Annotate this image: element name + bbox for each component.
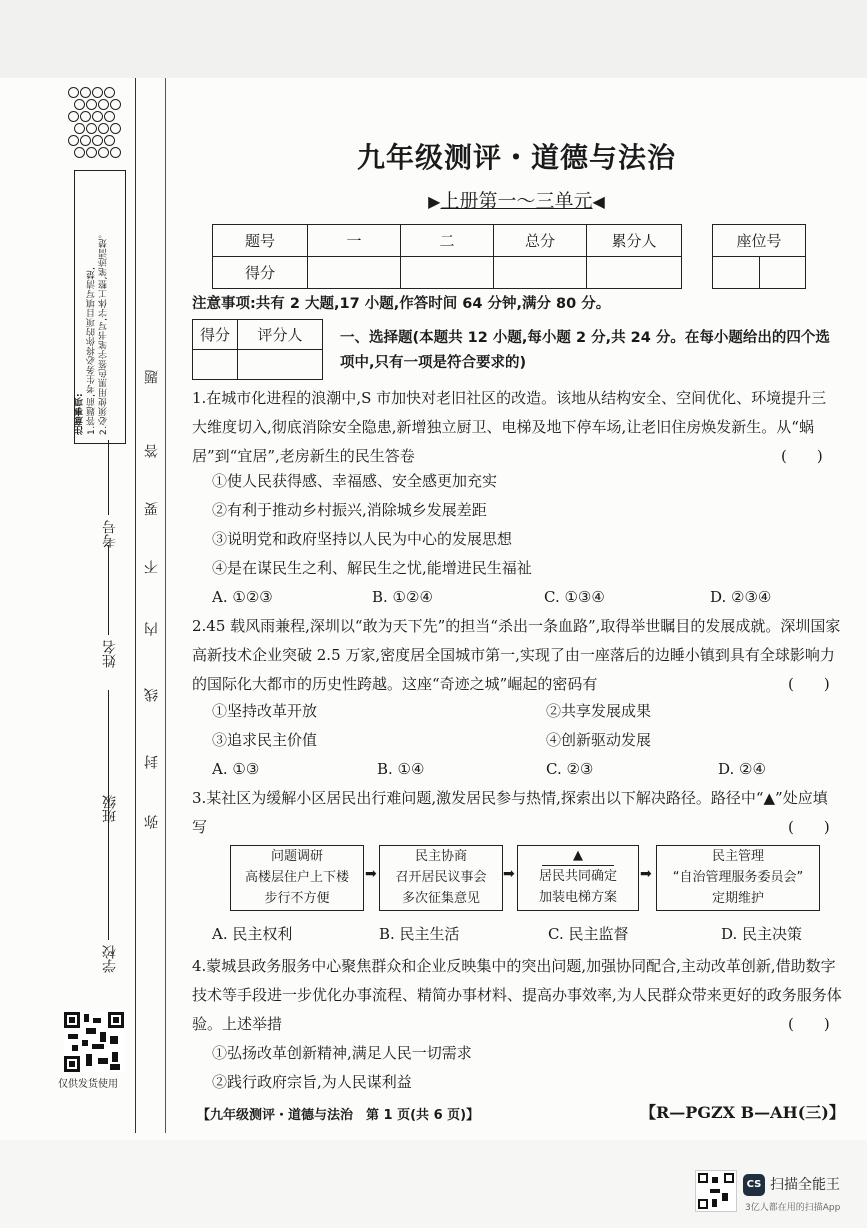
q2-option-4: ④创新驱动发展 [546,731,652,749]
flow-step-1 [230,845,364,911]
seal-char: 封 [144,755,160,769]
flow-step-4 [656,845,820,911]
q4-option-2: ②践行政府宗旨,为人民谋利益 [212,1073,412,1091]
flow-step-line: 居民共同确定 [538,869,617,884]
seal-char: 要 [144,502,160,516]
grader-table [192,319,323,380]
flow-step-head: 问题调研 [270,849,323,864]
seal-char: 线 [144,688,160,702]
seat-label: 座位号 [713,225,806,257]
score-table-header: 累分人 [587,225,682,257]
seat-cell[interactable] [759,257,806,289]
flow-step-line: 多次征集意见 [401,891,480,906]
grader-score-label: 得分 [193,320,238,350]
flow-step-head: 民主协商 [414,849,467,864]
seal-line [165,78,166,1133]
seal-char: 内 [144,622,160,636]
margin-notice-title: 注意事项: [75,392,85,435]
section-heading: 一、选择题(本题共 12 小题,每小题 2 分,共 24 分。在每小题给出的四个选项中,只有一项是符合要求的) [340,330,830,371]
question-1-stem: 1.在城市化进程的浪潮中,S 市加快对老旧社区的改造。该地从结构安全、空间优化、环境提升三大维度切入,彻底消除安全隐患,新增独立厨卫、电梯及地下停车场,让老旧住房焕发新生。从“蜗居”到“宜居”,老房新生的民生答卷 [192,389,827,465]
q3-choice-d[interactable]: D. 民主决策 [721,925,803,943]
q3-choice-a[interactable]: A. 民主权利 [212,925,293,943]
grader-score-cell[interactable] [193,350,238,380]
flow-step-line: “自治管理服务委员会” [672,870,804,885]
page-title: 九年级测评・道德与法治 [356,141,676,174]
seat-table [712,224,806,289]
grader-name-cell[interactable] [238,350,323,380]
margin-notice-line1: 1.答题前,考生务必将你的项目填写清楚, [87,266,97,435]
q1-choice-c[interactable]: C. ①③④ [544,588,605,606]
q2-option-2: ②共享发展成果 [546,702,652,720]
q1-choice-a[interactable]: A. ①②③ [212,588,273,606]
name-label: 姓名 [102,640,118,668]
question-3-stem: 3.某社区为缓解小区居民出行难问题,激发居民参与热情,探索出以下解决路径。路径中“▲”处应填写 [192,789,828,836]
exam-notice: 注意事项:共有 2 大题,17 小题,作答时间 64 分钟,满分 80 分。 [192,296,611,312]
q1-option-4: ④是在谋民生之利、解民生之忧,能增进民生福祉 [212,559,532,577]
answer-bracket[interactable]: ( ) [781,447,823,465]
class-label: 班级 [102,795,118,823]
scanner-app-name: 扫描全能王 [770,1177,840,1193]
flow-step-line: 加装电梯方案 [538,890,617,905]
flow-step-line: 步行不方便 [264,891,330,906]
score-cell[interactable] [494,257,587,289]
unit-range: 上册第一～三单元 [440,190,593,212]
flow-arrow-icon: ➡ [640,866,652,882]
seat-cell[interactable] [713,257,760,289]
score-cell[interactable] [587,257,682,289]
grader-name-label: 评分人 [238,320,323,350]
flow-step-head: 民主管理 [711,849,764,864]
q2-choice-c[interactable]: C. ②③ [546,760,594,778]
q2-choice-b[interactable]: B. ①④ [377,760,425,778]
exam-no-blank[interactable] [108,440,109,515]
q2-option-1: ①坚持改革开放 [212,702,318,720]
score-cell[interactable] [308,257,401,289]
seal-char: 答 [144,444,160,458]
q1-option-1: ①使人民获得感、幸福感、安全感更加充实 [212,472,498,490]
score-cell[interactable] [401,257,494,289]
exam-no-label: 考号 [102,520,118,548]
flow-arrow-icon: ➡ [365,866,377,882]
flow-arrow-icon: ➡ [503,866,515,882]
binding-line [135,78,136,1133]
score-table-header: 题号 [213,225,308,257]
question-2-stem: 2.45 载风雨兼程,深圳以“敢为天下先”的担当“杀出一条血路”,取得举世瞩目的发展成就。深圳国家高新技术企业突破 2.5 万家,密度居全国城市第一,实现了由一座落后的边睡小镇到具有全球影响力的国际化大都市的历史性跨越。这座“奇迹之城”崛起的密码有 [192,617,841,693]
score-table-header: 一 [308,225,401,257]
right-triangle-icon: ▶ [428,192,441,211]
flow-step-2 [379,845,503,911]
supply-note: 仅供发货使用 [58,1079,118,1090]
margin-notice-line2: 2.必须使用黑色签字笔书写,字体工整,笔迹清楚。 [99,228,109,435]
watermark-qr-icon [695,1170,737,1212]
q1-choice-b[interactable]: B. ①②④ [372,588,433,606]
q1-choice-d[interactable]: D. ②③④ [710,588,772,606]
q3-choice-c[interactable]: C. 民主监督 [548,925,629,943]
seal-char: 弥 [144,815,160,829]
flow-step-line: 高楼层住户上下楼 [244,870,349,885]
answer-bracket[interactable]: ( ) [788,1015,830,1033]
paper-code: 【R—PGZX B—AH(三)】 [640,1103,845,1122]
score-table-header: 总分 [494,225,587,257]
page-footer: 【九年级测评・道德与法治 第 1 页(共 6 页)】 [197,1108,480,1123]
q2-choice-d[interactable]: D. ②④ [718,760,766,778]
scan-top-margin [0,0,867,78]
class-blank[interactable] [108,690,109,790]
binding-holes [66,85,122,175]
answer-bracket[interactable]: ( ) [788,818,830,836]
q2-choice-a[interactable]: A. ①③ [212,760,260,778]
name-blank[interactable] [108,545,109,635]
margin-notice [74,175,124,435]
answer-bracket[interactable]: ( ) [788,675,830,693]
page-subtitle [166,186,867,213]
scanner-logo-icon: CS [743,1174,765,1196]
question-4-stem: 4.蒙城县政务服务中心聚焦群众和企业反映集中的突出问题,加强协同配合,主动改革创新,借助数字技术等手段进一步优化办事流程、精简办事材料、提高办事效率,为人民群众带来更好的政务服务体验。上述举措 [192,957,842,1033]
flow-step-3 [517,845,639,911]
q1-option-3: ③说明党和政府坚持以人民为中心的发展思想 [212,530,513,548]
seal-char: 不 [144,560,160,574]
qr-code-icon [64,1012,124,1072]
q3-choice-b[interactable]: B. 民主生活 [379,925,460,943]
q1-option-2: ②有利于推动乡村振兴,消除城乡发展差距 [212,501,487,519]
q4-option-1: ①弘扬改革创新精神,满足人民一切需求 [212,1044,472,1062]
score-table [212,224,682,289]
scanner-slogan: 3亿人都在用的扫描App [745,1203,841,1213]
score-row-label: 得分 [213,257,308,289]
school-label: 学校 [102,945,118,973]
seal-char: 题 [144,370,160,384]
flow-step-line: 定期维护 [711,891,764,906]
score-table-header: 二 [401,225,494,257]
q2-option-3: ③追求民主价值 [212,731,318,749]
blank-triangle-icon: ▲ [542,846,614,866]
flow-step-line: 召开居民议事会 [395,870,487,885]
left-triangle-icon: ◀ [592,192,605,211]
